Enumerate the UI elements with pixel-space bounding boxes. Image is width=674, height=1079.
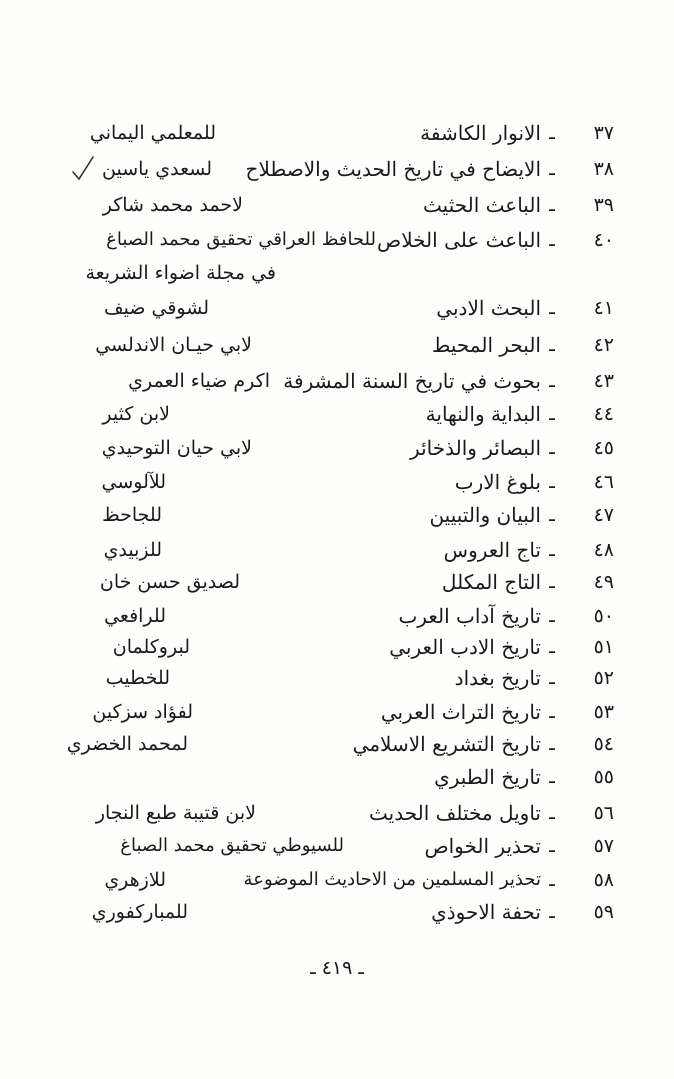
entry-title: الانوار الكاشفة bbox=[420, 121, 541, 145]
list-item bbox=[0, 897, 674, 927]
page-number: ـ ٤١٩ ـ bbox=[310, 957, 364, 979]
entry-dash: ـ bbox=[549, 122, 555, 144]
entry-author: للحافظ العراقي تحقيق محمد الصباغ bbox=[106, 229, 376, 250]
entry-title: البيان والتبيين bbox=[429, 503, 541, 527]
list-item bbox=[0, 798, 674, 828]
entry-number: ٤٥ bbox=[593, 437, 614, 459]
entry-dash: ـ bbox=[549, 471, 555, 493]
entry-dash: ـ bbox=[549, 701, 555, 723]
entry-dash: ـ bbox=[549, 504, 555, 526]
entry-dash: ـ bbox=[549, 571, 555, 593]
entry-dash: ـ bbox=[549, 334, 555, 356]
list-item bbox=[0, 118, 674, 148]
entry-author: لابن كثير bbox=[102, 403, 170, 425]
entry-title: تاج العروس bbox=[443, 538, 541, 562]
entry-title: تاريخ الادب العربي bbox=[389, 635, 541, 659]
entry-author: للجاحظ bbox=[102, 504, 162, 526]
entry-dash: ـ bbox=[549, 733, 555, 755]
entry-number: ٥٢ bbox=[593, 667, 614, 689]
entry-title: البحث الادبي bbox=[436, 296, 541, 320]
entry-title: تاريخ آداب العرب bbox=[398, 604, 541, 628]
entry-author: اكرم ضياء العمري bbox=[128, 370, 270, 392]
list-item bbox=[0, 366, 674, 396]
entry-author: لبروكلمان bbox=[112, 636, 190, 658]
list-item bbox=[0, 601, 674, 631]
entry-title: البداية والنهاية bbox=[425, 402, 541, 426]
entry-dash: ـ bbox=[549, 869, 555, 891]
entry-number: ٥٧ bbox=[593, 835, 614, 857]
entry-author: للازهري bbox=[104, 869, 166, 891]
entry-author-continuation: في مجلة اضواء الشريعة bbox=[85, 262, 276, 284]
entry-number: ٤١ bbox=[593, 297, 614, 319]
entry-title: تاويل مختلف الحديث bbox=[369, 801, 541, 825]
entry-number: ٥٩ bbox=[593, 901, 614, 923]
list-item bbox=[0, 330, 674, 360]
entry-number: ٣٧ bbox=[593, 122, 614, 144]
entry-title: الباعث الحثيث bbox=[423, 193, 541, 217]
entry-title: البصائر والذخائر bbox=[410, 436, 541, 460]
entry-dash: ـ bbox=[549, 766, 555, 788]
entry-author: لفؤاد سزكين bbox=[92, 701, 193, 723]
list-item bbox=[0, 535, 674, 565]
entry-author: لشوقي ضيف bbox=[103, 297, 209, 319]
entry-number: ٤٠ bbox=[593, 229, 614, 251]
entry-title: بحوث في تاريخ السنة المشرفة bbox=[283, 369, 541, 393]
entry-number: ٥٥ bbox=[593, 766, 614, 788]
entry-dash: ـ bbox=[549, 605, 555, 627]
entry-dash: ـ bbox=[549, 901, 555, 923]
entry-number: ٤٨ bbox=[593, 539, 614, 561]
entry-title: تحذير المسلمين من الاحاديث الموضوعة bbox=[243, 869, 541, 890]
entry-dash: ـ bbox=[549, 835, 555, 857]
entry-number: ٤٢ bbox=[593, 334, 614, 356]
entry-title: التاج المكلل bbox=[441, 570, 541, 594]
entry-number: ٥٨ bbox=[593, 869, 614, 891]
list-item bbox=[0, 467, 674, 497]
entry-author: لاحمد محمد شاكر bbox=[102, 194, 243, 216]
list-item bbox=[0, 762, 674, 792]
entry-title: الباعث على الخلاص bbox=[377, 228, 541, 252]
list-item bbox=[0, 225, 674, 255]
list-item bbox=[0, 154, 674, 184]
entry-number: ٤٧ bbox=[593, 504, 614, 526]
entry-number: ٣٨ bbox=[593, 158, 614, 180]
entry-title: تاريخ التشريع الاسلامي bbox=[352, 732, 541, 756]
list-item bbox=[0, 663, 674, 693]
entry-author: للآلوسي bbox=[101, 471, 166, 493]
entry-dash: ـ bbox=[549, 194, 555, 216]
entry-dash: ـ bbox=[549, 403, 555, 425]
entry-number: ٤٩ bbox=[593, 571, 614, 593]
entry-author: للسيوطي تحقيق محمد الصباغ bbox=[120, 835, 344, 856]
entry-author: لابن قتيبة طبع النجار bbox=[95, 802, 256, 824]
entry-author: للرافعي bbox=[104, 605, 166, 627]
entry-title: تاريخ بغداد bbox=[454, 666, 541, 690]
list-item bbox=[0, 831, 674, 861]
entry-author: لمحمد الخضري bbox=[66, 733, 188, 755]
entry-dash: ـ bbox=[549, 370, 555, 392]
entry-dash: ـ bbox=[549, 539, 555, 561]
entry-title: تاريخ الطبري bbox=[434, 765, 541, 789]
entry-dash: ـ bbox=[549, 297, 555, 319]
entry-number: ٤٤ bbox=[593, 403, 614, 425]
entry-author: للمباركفوري bbox=[91, 901, 188, 923]
entry-dash: ـ bbox=[549, 437, 555, 459]
entry-number: ٥٠ bbox=[593, 605, 614, 627]
entry-author: لابي حيان التوحيدي bbox=[101, 437, 252, 459]
entry-author: للمعلمي اليماني bbox=[89, 122, 216, 144]
list-item bbox=[0, 632, 674, 662]
entry-author: لابي حيـان الاندلسي bbox=[95, 334, 252, 356]
entry-number: ٥٤ bbox=[593, 733, 614, 755]
entry-dash: ـ bbox=[549, 229, 555, 251]
list-item bbox=[0, 729, 674, 759]
entry-title: بلوغ الارب bbox=[454, 470, 541, 494]
entry-author: للخطيب bbox=[105, 667, 170, 689]
entry-number: ٤٣ bbox=[593, 370, 614, 392]
list-item bbox=[0, 433, 674, 463]
entry-title: تحفة الاحوذي bbox=[431, 900, 541, 924]
list-item bbox=[0, 293, 674, 323]
list-item bbox=[0, 697, 674, 727]
list-item bbox=[0, 500, 674, 530]
entry-title: تاريخ التراث العربي bbox=[380, 700, 541, 724]
entry-title: البحر المحيط bbox=[431, 333, 541, 357]
list-item bbox=[0, 258, 674, 288]
list-item bbox=[0, 399, 674, 429]
handwritten-checkmark-icon bbox=[70, 152, 96, 182]
entry-number: ٥٣ bbox=[593, 701, 614, 723]
entry-dash: ـ bbox=[549, 158, 555, 180]
entry-title: الايضاح في تاريخ الحديث والاصطلاح bbox=[245, 157, 541, 181]
entry-author: لصديق حسن خان bbox=[99, 571, 240, 593]
entry-dash: ـ bbox=[549, 802, 555, 824]
entry-dash: ـ bbox=[549, 667, 555, 689]
entry-title: تحذير الخواص bbox=[424, 834, 541, 858]
list-item bbox=[0, 865, 674, 895]
entry-author: لسعدي ياسين bbox=[102, 158, 212, 180]
entry-number: ٥١ bbox=[593, 636, 614, 658]
entry-number: ٣٩ bbox=[593, 194, 614, 216]
list-item bbox=[0, 567, 674, 597]
list-item bbox=[0, 190, 674, 220]
entry-author: للزبيدي bbox=[103, 539, 162, 561]
entry-dash: ـ bbox=[549, 636, 555, 658]
entry-number: ٥٦ bbox=[593, 802, 614, 824]
entry-number: ٤٦ bbox=[593, 471, 614, 493]
